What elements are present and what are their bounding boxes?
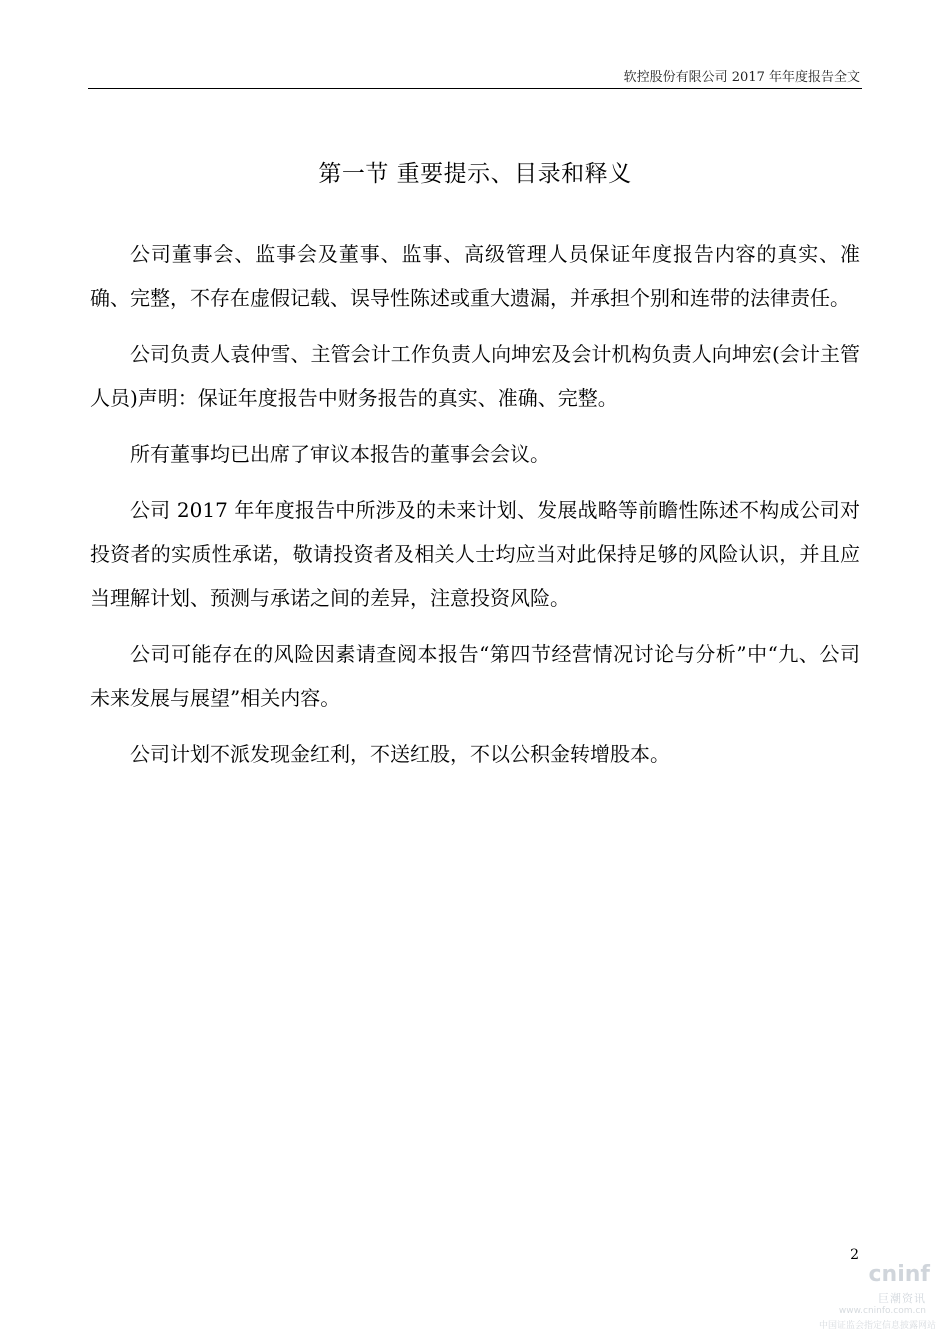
- cninfo-watermark: [818, 1262, 936, 1336]
- paragraph-board-guarantee: 公司董事会、监事会及董事、监事、高级管理人员保证年度报告内容的真实、准确、完整，不存在虚假记载、误导性陈述或重大遗漏，并承担个别和连带的法律责任。: [90, 242, 860, 310]
- cninfo-logo: cninf: [868, 1262, 930, 1287]
- watermark-url: www.cninfo.com.cn: [838, 1306, 926, 1316]
- watermark-cn-text: 巨潮资讯: [878, 1292, 926, 1305]
- paragraph-responsible-persons: 公司负责人袁仲雪、主管会计工作负责人向坤宏及会计机构负责人向坤宏(会计主管人员)声明：保证年度报告中财务报告的真实、准确、完整。: [90, 342, 860, 410]
- document-body: [90, 232, 860, 788]
- running-header: 软控股份有限公司 2017 年年度报告全文: [623, 70, 860, 85]
- paragraph-forward-looking: 公司 2017 年年度报告中所涉及的未来计划、发展战略等前瞻性陈述不构成公司对投资者的实质性承诺，敬请投资者及相关人士均应当对此保持足够的风险认识，并且应当理解计划、预测与承诺之间的差异，注意投资风险。: [90, 498, 860, 610]
- paragraph-risk-factors: 公司可能存在的风险因素请查阅本报告“第四节经营情况讨论与分析”中“九、公司未来发展与展望”相关内容。: [90, 642, 860, 710]
- watermark-tagline: 中国证监会指定信息披露网站: [818, 1321, 936, 1331]
- page-number: 2: [850, 1247, 859, 1263]
- header-divider: [88, 88, 862, 89]
- section-title: 第一节 重要提示、目录和释义: [318, 161, 632, 187]
- paragraph-attendance: 所有董事均已出席了审议本报告的董事会会议。: [130, 442, 550, 466]
- paragraph-dividend-plan: 公司计划不派发现金红利，不送红股，不以公积金转增股本。: [130, 742, 670, 766]
